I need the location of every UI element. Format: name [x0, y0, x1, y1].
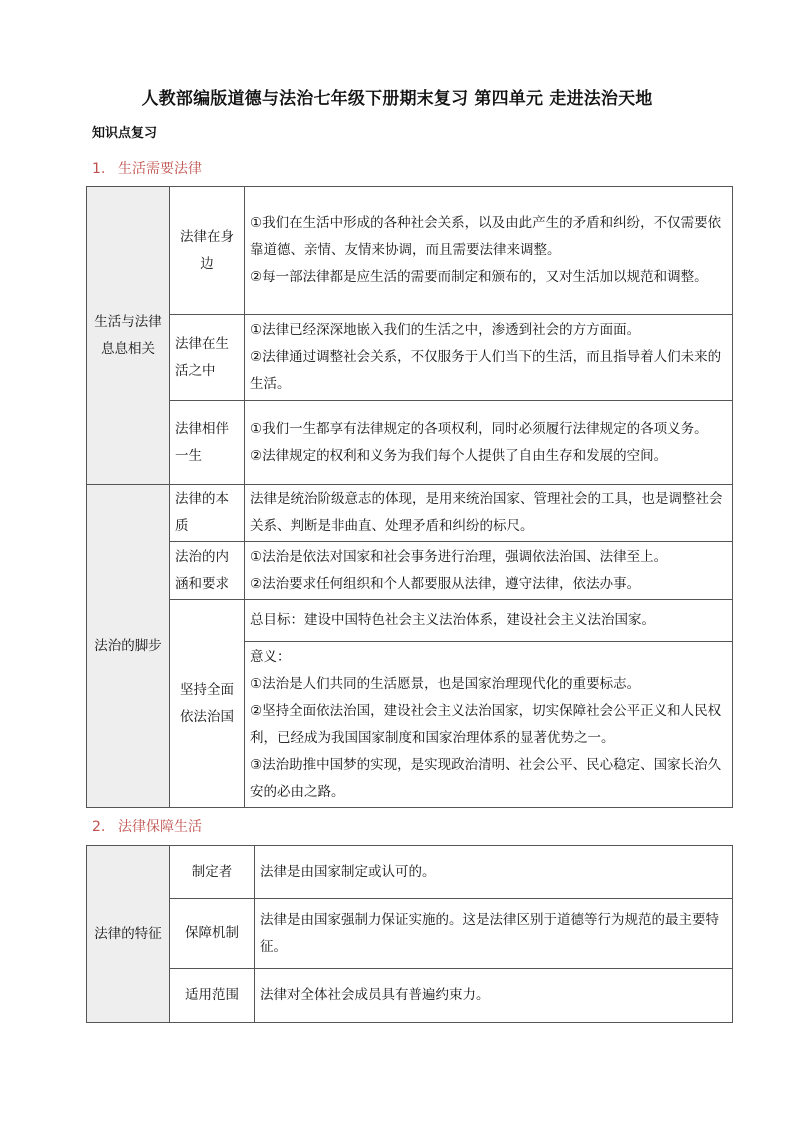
content-line: ①法律已经深深地嵌入我们的生活之中，渗透到社会的方方面面。	[250, 322, 641, 338]
page-title: 人教部编版道德与法治七年级下册期末复习 第四单元 走进法治天地	[141, 89, 653, 109]
row-content	[245, 542, 733, 600]
row-content	[245, 642, 733, 808]
group-label: 生活与法律息息相关	[87, 187, 170, 485]
content-line: ①法治是人们共同的生活愿景，也是国家治理现代化的重要标志。	[250, 675, 641, 692]
row-subtitle: 法律在身边	[170, 187, 245, 315]
content-line: ②坚持全面依法治国，建设社会主义法治国家，切实保障社会公平正义和人民权利，已经成为我国国家制度和国家治理体系的显著优势之一。	[250, 702, 722, 746]
row-subtitle: 法律的本质	[170, 485, 245, 542]
content-line: ①法治是依法对国家和社会事务进行治理，强调依法治国、法律至上。	[250, 548, 668, 565]
subheading: 知识点复习	[92, 126, 158, 141]
section-title: 生活需要法律	[118, 161, 202, 177]
section-number: 1.	[92, 161, 106, 177]
row-content: 法律是由国家强制力保证实施的。这是法律区别于道德等行为规范的最主要特征。	[255, 899, 733, 969]
row-subtitle: 适用范围	[170, 969, 255, 1023]
row-subtitle: 制定者	[170, 846, 255, 899]
row-content: 法律对全体社会成员具有普遍约束力。	[255, 969, 733, 1023]
row-subtitle: 法律在生活之中	[170, 315, 245, 401]
row-content: 法律是由国家制定或认可的。	[255, 846, 733, 899]
goal-text: 总目标：建设中国特色社会主义法治体系，建设社会主义法治国家。	[245, 600, 733, 642]
row-subtitle: 法治的内涵和要求	[170, 542, 245, 600]
row-content	[245, 485, 733, 542]
section-1-heading	[92, 158, 202, 178]
section-title: 法律保障生活	[118, 819, 202, 835]
content-line: 法律是统治阶级意志的体现，是用来统治国家、管理社会的工具，也是调整社会关系、判断是非曲直、处理矛盾和纠纷的标尺。	[250, 491, 723, 534]
content-line: ②每一部法律都是应生活的需要而制定和颁布的，又对生活加以规范和调整。	[250, 269, 708, 285]
row-subtitle: 保障机制	[170, 899, 255, 969]
content-line: ①我们一生都享有法律规定的各项权利，同时必须履行法律规定的各项义务。	[250, 420, 708, 437]
row-content	[245, 315, 733, 401]
content-line: ③法治助推中国梦的实现，是实现政治清明、社会公平、民心稳定、国家长治久安的必由之路。	[250, 756, 722, 800]
content-line: ②法治要求任何组织和个人都要服从法律，遵守法律，依法办事。	[250, 575, 641, 592]
row-subtitle: 坚持全面依法治国	[170, 600, 245, 808]
significance-label: 意义：	[250, 648, 291, 665]
group-label: 法治的脚步	[87, 485, 170, 808]
content-line: ②法律规定的权利和义务为我们每个人提供了自由生存和发展的空间。	[250, 447, 668, 464]
group-label: 法律的特征	[87, 846, 170, 1023]
content-line: ①我们在生活中形成的各种社会关系，以及由此产生的矛盾和纠纷，不仅需要依靠道德、亲情、友情来协调，而且需要法律来调整。	[250, 215, 722, 258]
row-content	[245, 401, 733, 485]
section-number: 2.	[92, 819, 106, 835]
content-line: ②法律通过调整社会关系，不仅服务于人们当下的生活，而且指导着人们未来的生活。	[250, 349, 722, 392]
section-2-heading	[92, 816, 202, 836]
knowledge-table-2	[86, 845, 733, 1023]
knowledge-table-1	[86, 186, 733, 808]
row-subtitle: 法律相伴一生	[170, 401, 245, 485]
row-content	[245, 187, 733, 315]
